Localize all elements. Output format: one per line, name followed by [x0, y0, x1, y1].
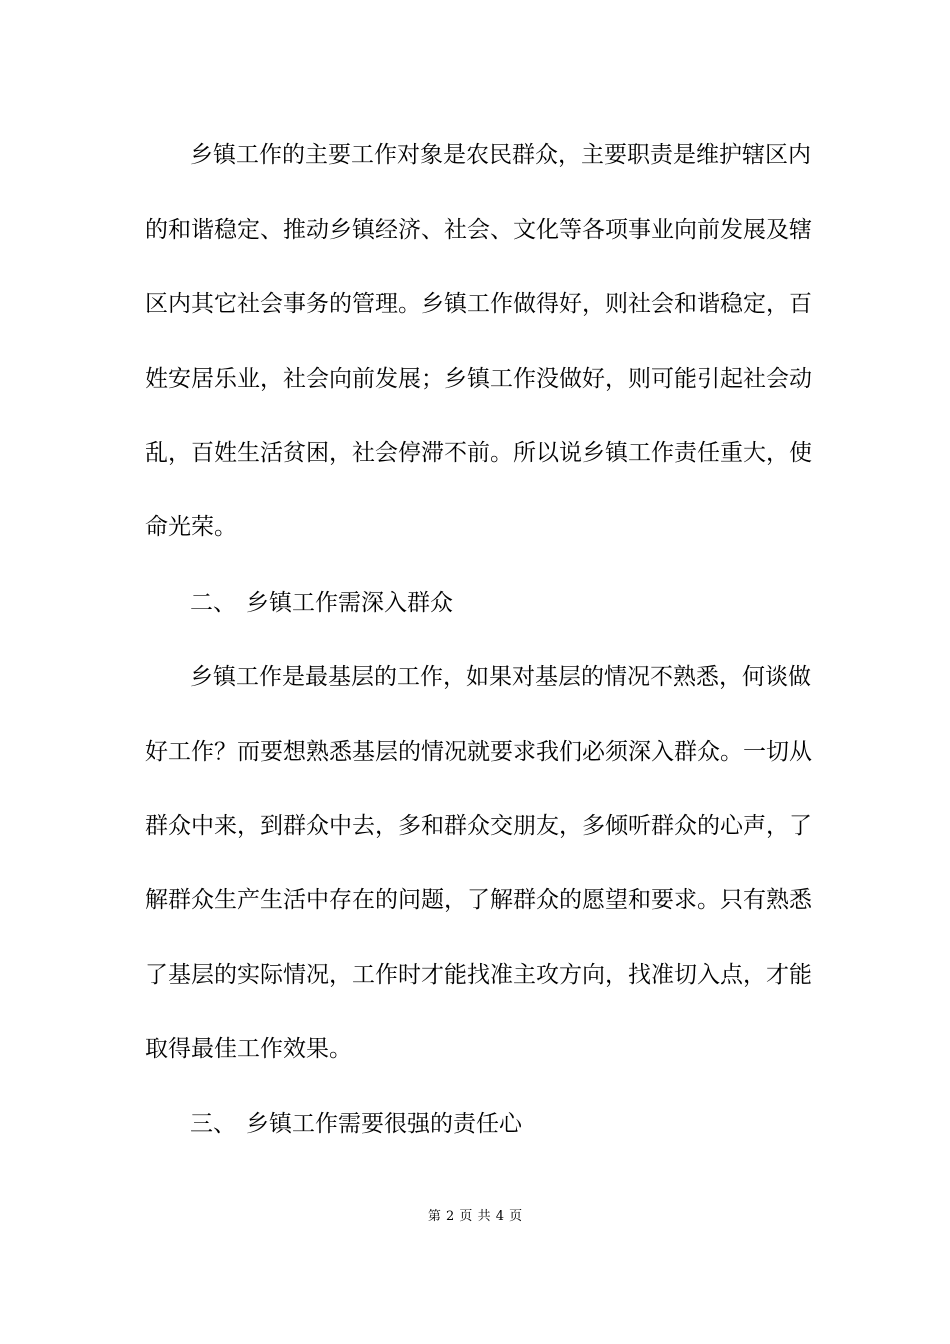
section-heading-3-title: 乡镇工作需要很强的责任心	[246, 1111, 522, 1137]
paragraph-2-line-4: 解群众生产生活中存在的问题，了解群众的愿望和要求。只有熟悉	[145, 887, 812, 913]
paragraph-2-line-6: 取得最佳工作效果。	[145, 1036, 352, 1062]
paragraph-2-line-3: 群众中来，到群众中去，多和群众交朋友，多倾听群众的心声，了	[145, 813, 812, 839]
footer-current-page: 2	[445, 1209, 455, 1224]
section-heading-2-number: 二、	[190, 590, 236, 616]
section-heading-2	[190, 588, 453, 618]
footer-total-word: 共	[477, 1209, 491, 1224]
paragraph-1-line-3: 区内其它社会事务的管理。乡镇工作做得好，则社会和谐稳定，百	[145, 291, 812, 317]
paragraph-1-line-6: 命光荣。	[145, 514, 237, 540]
footer-prefix: 第	[427, 1209, 441, 1224]
footer-total-pages: 4	[495, 1209, 504, 1224]
footer-page-word: 页	[459, 1209, 473, 1224]
paragraph-2-line-5: 了基层的实际情况，工作时才能找准主攻方向，找准切入点，才能	[145, 962, 812, 988]
paragraph-1-line-5: 乱，百姓生活贫困，社会停滞不前。所以说乡镇工作责任重大，使	[145, 440, 812, 466]
paragraph-1-line-4: 姓安居乐业，社会向前发展；乡镇工作没做好，则可能引起社会动	[145, 366, 812, 392]
section-heading-3	[190, 1109, 522, 1139]
paragraph-2-line-2: 好工作？而要想熟悉基层的情况就要求我们必须深入群众。一切从	[145, 739, 812, 765]
paragraph-1-line-2: 的和谐稳定、推动乡镇经济、社会、文化等各项事业向前发展及辖	[145, 217, 812, 243]
section-heading-2-title: 乡镇工作需深入群众	[246, 590, 453, 616]
section-heading-3-number: 三、	[190, 1111, 236, 1137]
paragraph-2-line-1: 乡镇工作是最基层的工作，如果对基层的情况不熟悉，何谈做	[190, 664, 811, 690]
page-footer	[0, 1208, 950, 1226]
paragraph-1-line-1: 乡镇工作的主要工作对象是农民群众，主要职责是维护辖区内	[190, 142, 811, 168]
footer-suffix: 页	[509, 1209, 523, 1224]
